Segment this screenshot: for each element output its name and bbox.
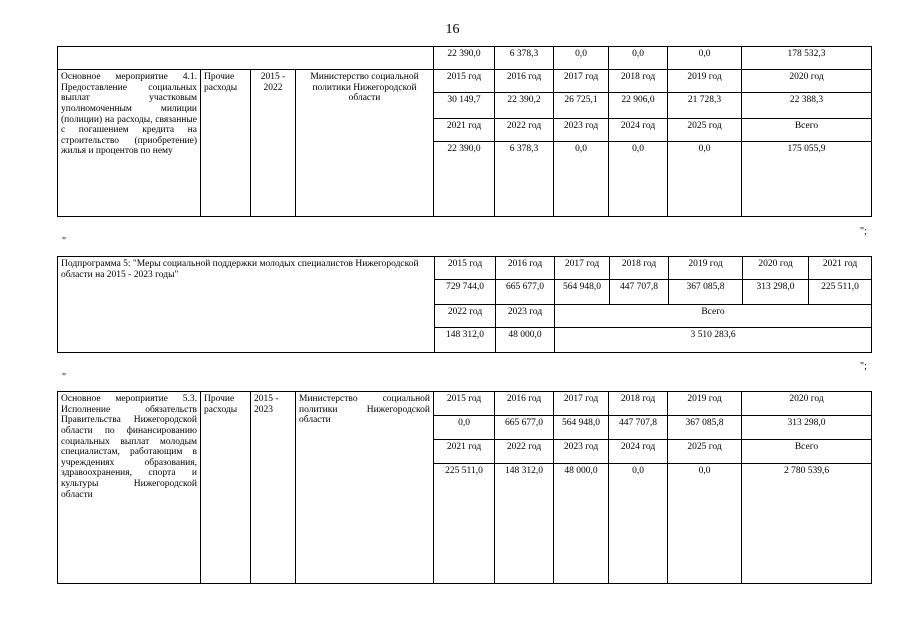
year-header: 2022 год — [495, 119, 554, 142]
total-header: Всего — [742, 440, 872, 464]
year-header: 2017 год — [554, 392, 609, 416]
year-header: 2019 год — [668, 70, 742, 93]
value-cell: 447 707,8 — [609, 416, 668, 440]
opening-quote-1: " — [62, 236, 67, 247]
value-cell: 0,0 — [609, 47, 668, 70]
year-header: 2024 год — [609, 119, 668, 142]
value-cell: 30 149,7 — [434, 93, 495, 119]
period: 2015 - 2023 — [251, 392, 296, 584]
year-header: 2023 год — [554, 440, 609, 464]
total-header: Всего — [555, 305, 872, 328]
value-cell: 22 906,0 — [609, 93, 668, 119]
value-cell: 313 298,0 — [742, 416, 872, 440]
expense-type: Прочие расходы — [201, 70, 251, 217]
year-header: 2019 год — [669, 257, 743, 280]
year-header: 2021 год — [434, 440, 495, 464]
value-cell: 313 298,0 — [743, 280, 809, 305]
total-header: Всего — [742, 119, 872, 142]
value-cell: 367 085,8 — [669, 280, 743, 305]
year-header: 2022 год — [495, 440, 554, 464]
table-row — [58, 70, 872, 93]
value-cell: 665 677,0 — [496, 280, 555, 305]
value-cell: 22 388,3 — [742, 93, 872, 119]
value-cell: 22 390,0 — [434, 142, 495, 217]
year-header: 2019 год — [668, 392, 742, 416]
closing-quote-2: "; — [860, 361, 867, 372]
year-header: 2022 год — [435, 305, 496, 328]
table-row — [58, 392, 872, 416]
value-cell: 0,0 — [609, 464, 668, 584]
year-header: 2020 год — [742, 70, 872, 93]
value-cell: 48 000,0 — [496, 328, 555, 353]
measure-description: Основное мероприятие 4.1. Предоставление социальных выплат участковым уполномоченным милиции (полиции) на расходы, связанные с погашением кредита на строительство (приобретение) жилья и процентов по нему — [58, 70, 201, 217]
value-cell: 0,0 — [668, 142, 742, 217]
value-cell: 0,0 — [554, 142, 609, 217]
year-header: 2020 год — [743, 257, 809, 280]
value-cell: 178 532,3 — [742, 47, 872, 70]
value-cell: 0,0 — [668, 47, 742, 70]
year-header: 2023 год — [496, 305, 555, 328]
year-header: 2015 год — [435, 257, 496, 280]
value-cell: 564 948,0 — [555, 280, 610, 305]
year-header: 2023 год — [554, 119, 609, 142]
period: 2015 - 2022 — [251, 70, 296, 217]
value-cell: 225 511,0 — [809, 280, 872, 305]
value-cell: 26 725,1 — [554, 93, 609, 119]
year-header: 2018 год — [609, 392, 668, 416]
value-cell: 22 390,2 — [495, 93, 554, 119]
measure-4-1-table — [57, 46, 872, 217]
year-header: 2020 год — [742, 392, 872, 416]
value-cell: 0,0 — [434, 416, 495, 440]
year-header: 2025 год — [668, 119, 742, 142]
year-header: 2015 год — [434, 70, 495, 93]
value-cell: 22 390,0 — [434, 47, 495, 70]
value-cell: 564 948,0 — [554, 416, 609, 440]
value-cell: 665 677,0 — [495, 416, 554, 440]
year-header: 2021 год — [809, 257, 872, 280]
table-row — [58, 257, 872, 280]
year-header: 2024 год — [609, 440, 668, 464]
total-value: 3 510 283,6 — [555, 328, 872, 353]
value-cell: 6 378,3 — [495, 142, 554, 217]
expense-type: Прочие расходы — [201, 392, 251, 584]
executor: Министерство социальной политики Нижегородской области — [296, 392, 434, 584]
subprogram-title: Подпрограмма 5: "Меры социальной поддержки молодых специалистов Нижегородской области на 2015 - 2023 годы" — [58, 257, 435, 353]
year-header: 2016 год — [495, 392, 554, 416]
subprogram-5-table — [57, 256, 872, 353]
value-cell: 0,0 — [668, 464, 742, 584]
value-cell: 48 000,0 — [554, 464, 609, 584]
value-cell: 0,0 — [609, 142, 668, 217]
year-header: 2016 год — [495, 70, 554, 93]
value-cell: 729 744,0 — [435, 280, 496, 305]
value-cell: 225 511,0 — [434, 464, 495, 584]
measure-description: Основное мероприятие 5.3. Исполнение обязательств Правительства Нижегородской области по финансированию социальных выплат молодым специалистам, работающим в учреждениях образования, здравоохранения, спорта и культуры Нижегородской области — [58, 392, 201, 584]
year-header: 2018 год — [610, 257, 669, 280]
year-header: 2021 год — [434, 119, 495, 142]
table-row — [58, 47, 872, 70]
page-number: 16 — [445, 22, 460, 37]
value-cell: 148 312,0 — [495, 464, 554, 584]
value-cell: 6 378,3 — [495, 47, 554, 70]
total-value: 175 055,9 — [742, 142, 872, 217]
opening-quote-2: " — [62, 372, 67, 383]
executor: Министерство социальной политики Нижегородской области — [296, 70, 434, 217]
year-header: 2016 год — [496, 257, 555, 280]
blank-cell — [58, 47, 434, 70]
value-cell: 447 707,8 — [610, 280, 669, 305]
value-cell: 21 728,3 — [668, 93, 742, 119]
value-cell: 148 312,0 — [435, 328, 496, 353]
year-header: 2018 год — [609, 70, 668, 93]
measure-5-3-table — [57, 391, 872, 584]
value-cell: 367 085,8 — [668, 416, 742, 440]
closing-quote-1: "; — [860, 226, 867, 237]
year-header: 2017 год — [554, 70, 609, 93]
year-header: 2025 год — [668, 440, 742, 464]
value-cell: 0,0 — [554, 47, 609, 70]
total-value: 2 780 539,6 — [742, 464, 872, 584]
year-header: 2015 год — [434, 392, 495, 416]
year-header: 2017 год — [555, 257, 610, 280]
